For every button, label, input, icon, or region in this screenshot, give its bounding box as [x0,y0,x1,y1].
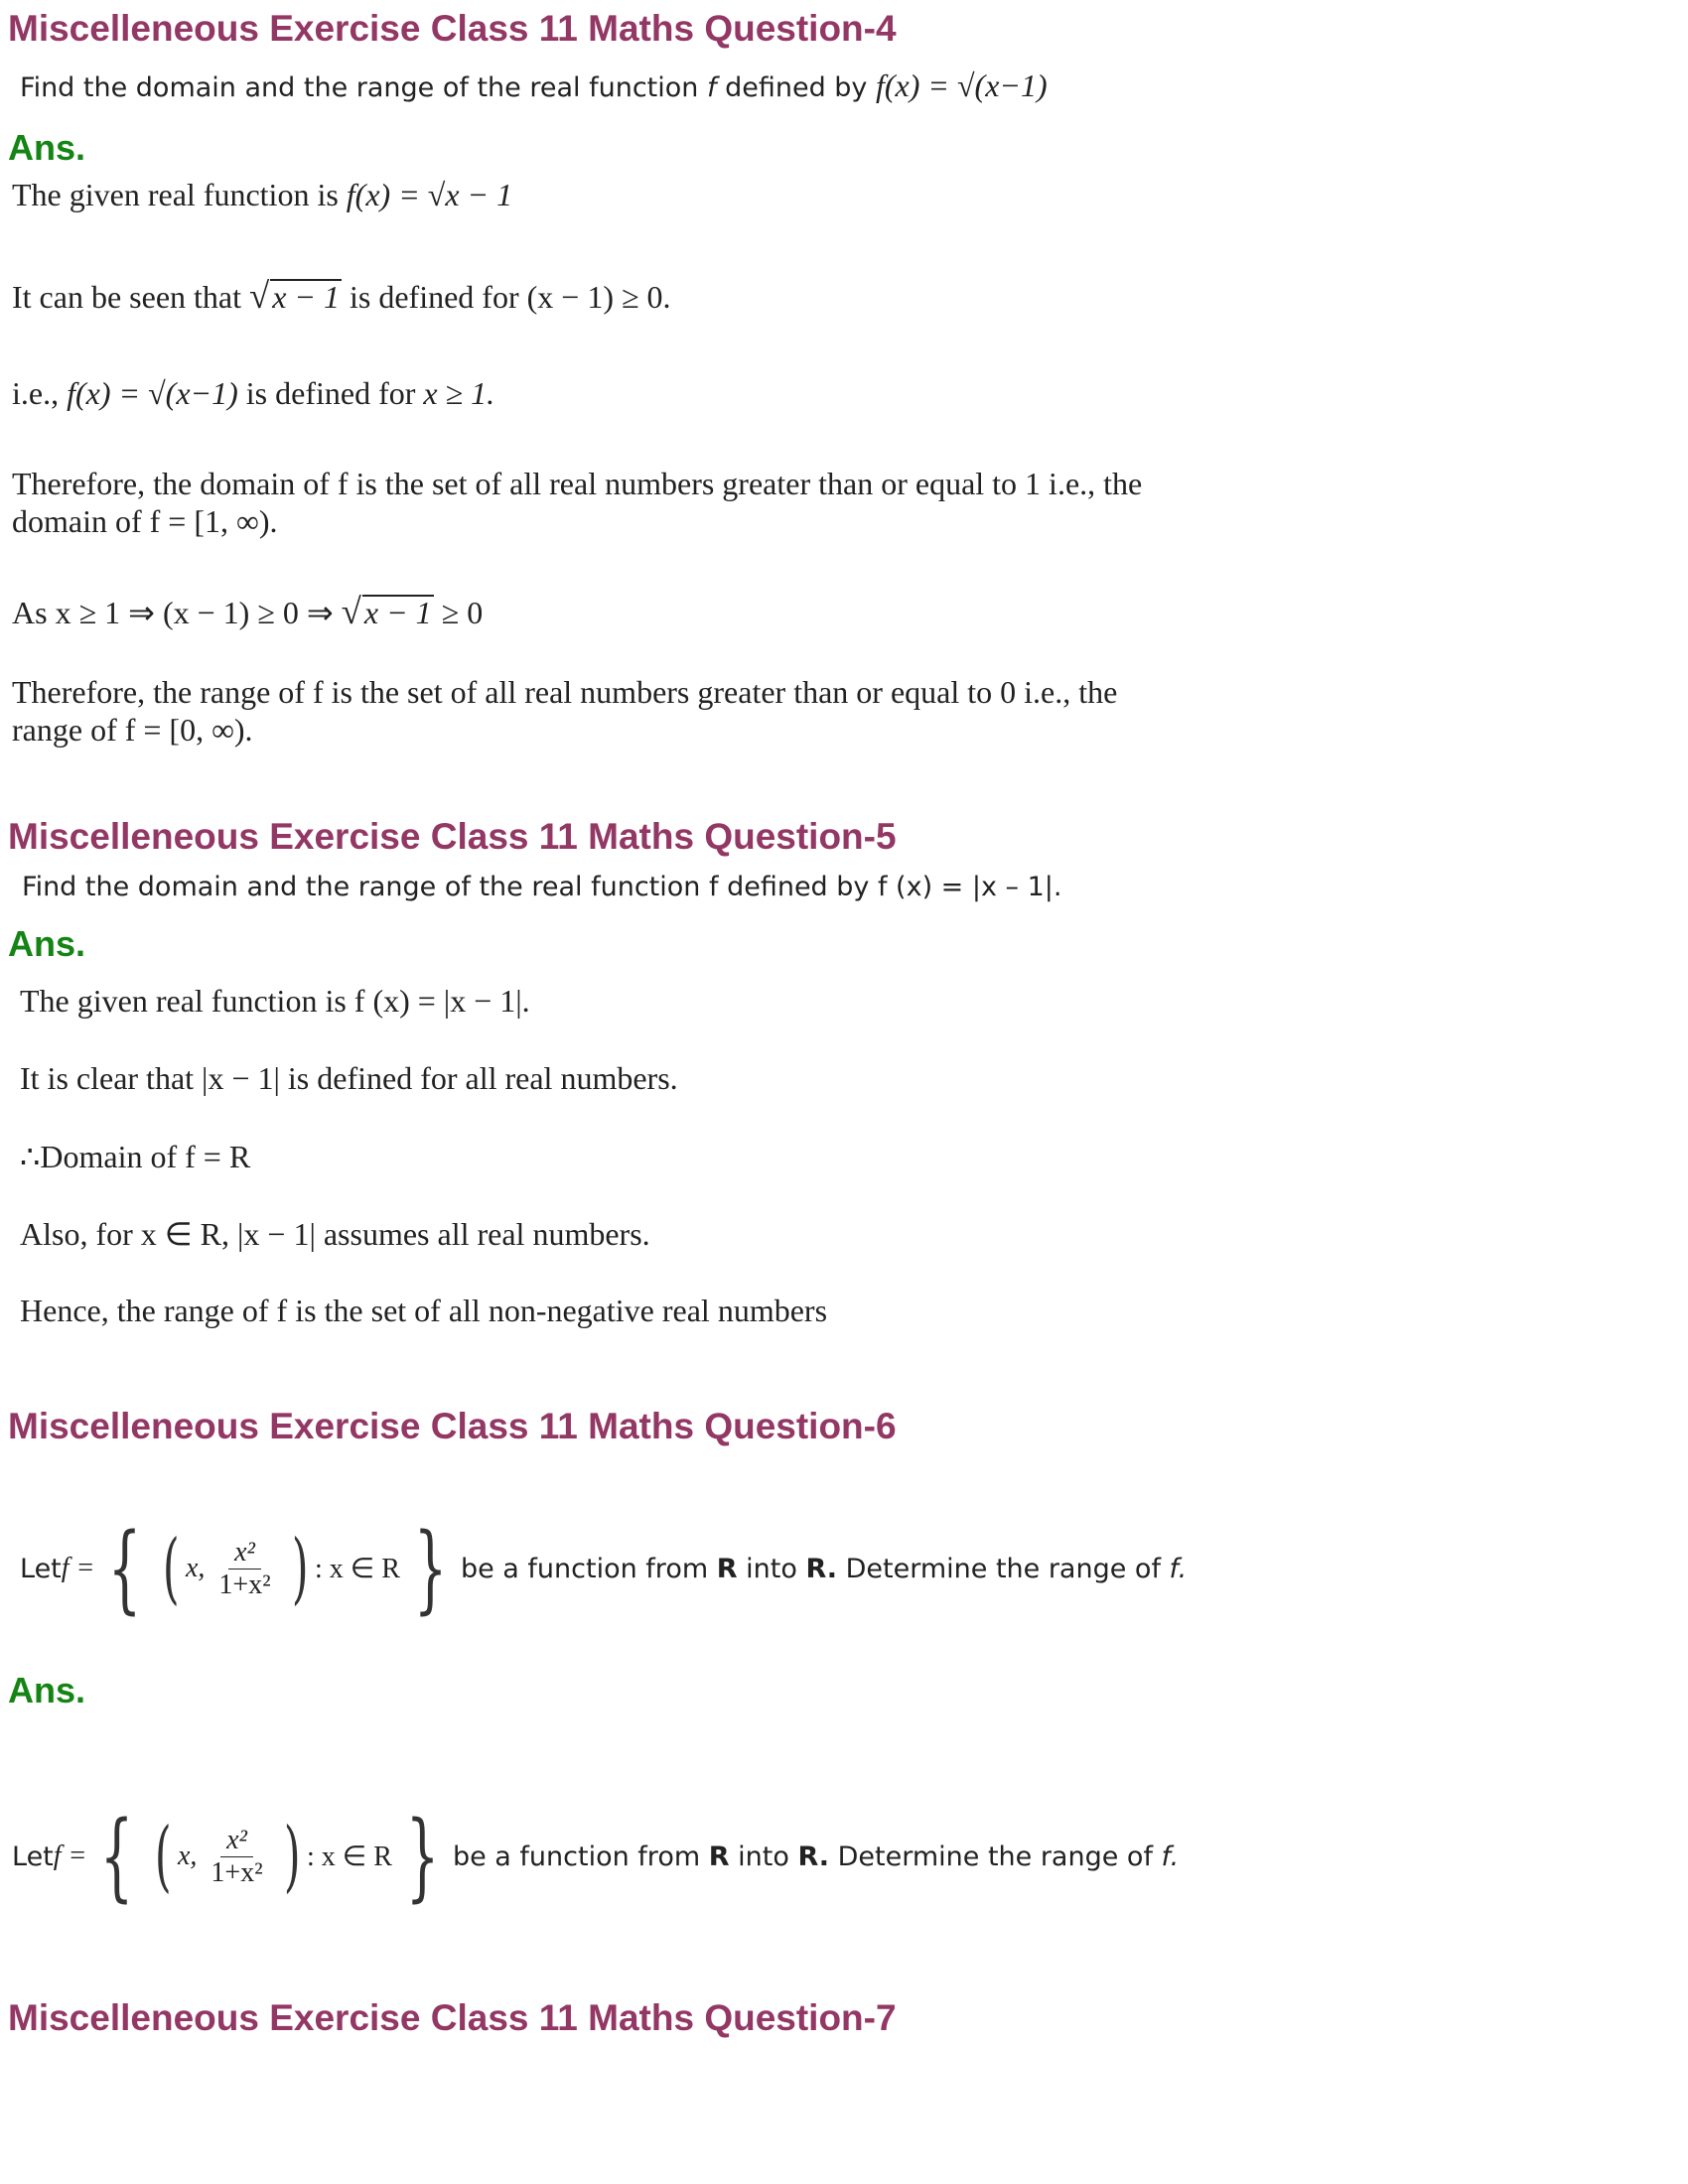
q4-question-text: Find the domain and the range of the real function [20,72,707,103]
q6-denominator: 1+x² [218,1569,271,1600]
q4-ans-label: Ans. [8,127,86,168]
right-paren-icon: ) [291,1524,309,1613]
q4-line3-b: is defined for [237,375,424,411]
q6-f-eq: f = [61,1553,95,1583]
left-paren-icon: ( [154,1812,172,1901]
q6-R2: R. [805,1553,838,1584]
q6-let: Let [20,1553,62,1584]
right-brace-icon: } [405,1801,440,1912]
q6-fraction [212,1537,276,1601]
q7-heading: Miscelleneous Exercise Class 11 Maths Question-7 [8,1997,897,2038]
q4-line1-text: The given real function is [12,177,347,212]
q6-condition: : x ∈ R [315,1554,400,1584]
q6-ans-x-comma: x, [177,1841,198,1871]
q6-question [20,1513,1188,1624]
right-paren-icon: ) [283,1812,301,1901]
q5-line4: Also, for x ∈ R, |x − 1| assumes all real numbers. [20,1216,650,1252]
q6-tail-c: Determine the range of [845,1553,1161,1584]
q6-ans-fraction [205,1825,268,1889]
q6-tail-f: f. [1169,1553,1188,1584]
q6-ans-denominator: 1+x² [211,1856,263,1888]
q6-ans-condition: : x ∈ R [307,1842,392,1872]
q6-ans-f-eq: f = [53,1841,87,1871]
q6-ans-label: Ans. [8,1670,86,1710]
q4-question-f: f [706,72,717,103]
q6-ans-let: Let [12,1841,54,1872]
sqrt-icon: √ [249,275,270,316]
q4-line2-b: is defined for (x − 1) ≥ 0. [342,279,671,315]
q6-ans-set-expression [53,1801,453,1912]
q4-heading: Miscelleneous Exercise Class 11 Maths Question-4 [8,8,897,49]
q4-question [20,68,1048,104]
q6-heading: Miscelleneous Exercise Class 11 Maths Question-6 [8,1406,897,1446]
q4-line3-a: i.e., [12,375,68,411]
q6-x-comma: x, [185,1553,206,1583]
q6-answer-repeat [12,1801,1180,1912]
q6-ans-tail-c: Determine the range of [837,1841,1153,1872]
left-brace-icon: { [100,1801,134,1912]
left-brace-icon: { [108,1513,142,1624]
q5-ans-label: Ans. [8,923,86,964]
q4-line2-a: It can be seen that [12,279,249,315]
q5-question: Find the domain and the range of the real function f defined by f (x) = |x – 1|. [22,872,1062,902]
q4-question-formula: f(x) = √(x−1) [875,68,1048,103]
q6-ans-R2: R. [797,1841,830,1872]
q5-line3 [20,1138,250,1175]
q5-line5: Hence, the range of f is the set of all non-negative real numbers [20,1293,828,1328]
q5-line3-text: Domain of f = R [40,1139,251,1174]
sqrt-icon: √ [341,591,361,631]
q6-R1: R [716,1553,738,1584]
q6-ans-tail-f: f. [1161,1841,1180,1872]
q6-set-expression [61,1513,461,1624]
q4-line1-formula: f(x) = √x − 1 [346,177,513,212]
q6-tail-a: be a function from [460,1553,709,1584]
left-paren-icon: ( [162,1524,180,1613]
q6-tail-b: into [746,1553,797,1584]
right-brace-icon: } [413,1513,448,1624]
q5-heading: Miscelleneous Exercise Class 11 Maths Question-5 [8,816,897,857]
q4-line4-a: As x ≥ 1 ⇒ (x − 1) ≥ 0 ⇒ [12,595,342,630]
q6-ans-numerator: x² [220,1825,253,1857]
q4-line3-c: x ≥ 1. [423,375,495,411]
q4-domain-para: Therefore, the domain of f is the set of all real numbers greater than or equal to 1 i.e., the domain of f = [1, ∞). [12,466,1143,539]
q4-line4-b: ≥ 0 [433,595,484,630]
q4-line2-sqrt: x − 1 [272,279,340,315]
q4-line4-sqrt: x − 1 [363,595,432,630]
q5-line1: The given real function is f (x) = |x − 1|. [20,983,530,1019]
q4-line1 [12,177,512,213]
q4-range-para: Therefore, the range of f is the set of all real numbers greater than or equal to 0 i.e., the range of f = [0, ∞). [12,674,1118,748]
q4-question-mid: defined by [716,72,876,103]
therefore-icon: ∴ [20,1139,41,1174]
q5-line2: It is clear that |x − 1| is defined for all real numbers. [20,1060,678,1096]
q6-ans-tail-b: into [738,1841,789,1872]
q4-line4 [12,590,483,632]
q6-numerator: x² [228,1537,261,1570]
q6-ans-tail-a: be a function from [452,1841,701,1872]
q4-line3-formula: f(x) = √(x−1) [67,375,238,411]
q6-ans-R1: R [708,1841,730,1872]
q4-line2 [12,274,671,317]
q4-line3 [12,375,494,412]
